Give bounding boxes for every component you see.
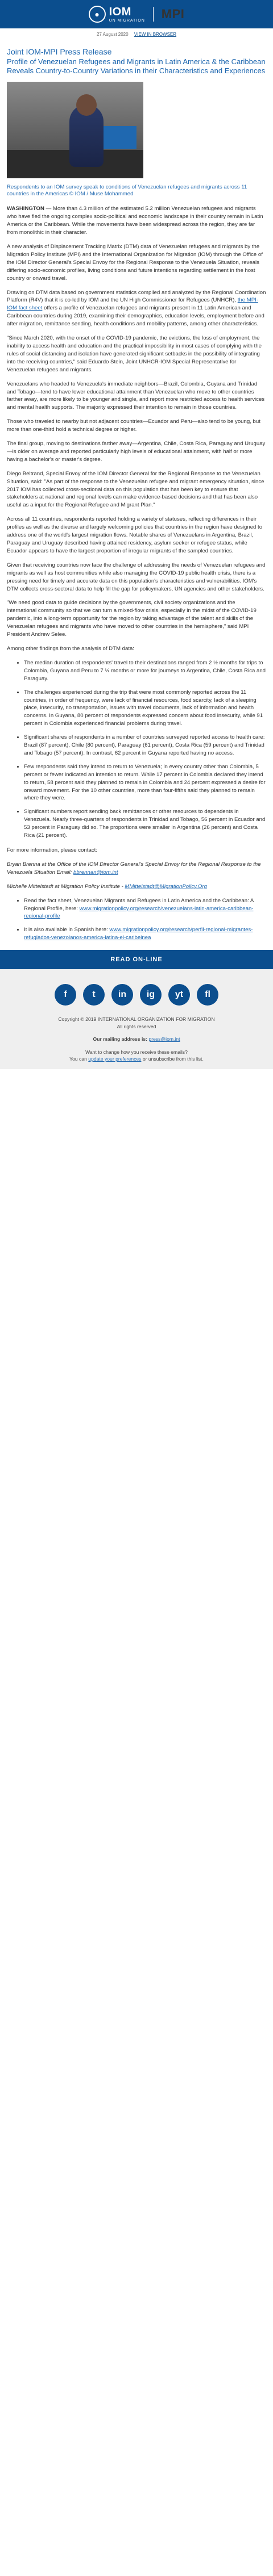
dateline (0, 28, 273, 39)
linkedin-icon[interactable]: in (111, 984, 133, 1006)
paragraph-4: "Since March 2020, with the onset of the COVID-19 pandemic, the evictions, the loss of employment, the inability to access health and education and the practical impossibility in most cases of complying with the rules of social distancing and isolation have generated significant setbacks in the possibility of integrating into the receiving countries," said Eduardo Stein, Joint UNHCR-IOM Special Representative for Venezuelan refugees and migrants. (7, 335, 262, 373)
mailing-label: Our mailing address is: (93, 1036, 149, 1042)
iom-logo (89, 6, 145, 23)
rights-text: All rights reserved (117, 1023, 156, 1029)
facebook-icon[interactable]: f (55, 984, 76, 1006)
youtube-icon[interactable]: yt (168, 984, 190, 1006)
findings-item: • Few respondents said they intend to return to Venezuela; in every country other than Colombia, 5 percent or fewer indicated an intention to return. While 17 percent in Colombia declared they intend to return, 58 percent said they planned to remain in Colombia and 24 percent expressed a desire for onward movement. For the 10 other countries, more than four-fifths said they planned to remain where they were. (24, 763, 266, 803)
update-prefs-line (0, 1055, 273, 1062)
findings-item: • Significant shares of respondents in a number of countries surveyed reported access to health care: Brazil (87 percent), Chile (80 percent), Paraguay (61 percent), Costa Rica (59 percent) and Trinidad and Tobago (57 percent). In contrast, 62 percent in Guyana reported having no access. (24, 734, 266, 757)
article-kicker: Joint IOM-MPI Press Release (7, 47, 112, 56)
dateline-city: WASHINGTON (7, 206, 44, 212)
view-in-browser-link[interactable]: VIEW IN BROWSER (134, 32, 177, 37)
contact-1-email-link[interactable]: bbrennan@iom.int (73, 869, 118, 876)
contact-2 (7, 883, 266, 891)
findings-item: • Significant numbers report sending back remittances or other resources to dependents in Venezuela. Nearly three-quarters of respondents in Trinidad and Tobago, 56 percent in Ecuador and 53 percent in Paraguay did so. The proportions were smaller in Argentina (26 percent) and Costa Rica (21 percent). (24, 808, 266, 840)
iom-logo-text: IOM (109, 5, 131, 18)
copyright-text: Copyright © 2019 INTERNATIONAL ORGANIZATION FOR MIGRATION (58, 1016, 215, 1023)
un-emblem-icon: ● (89, 6, 106, 23)
fact-sheet-spanish-link[interactable]: www.migrationpolicy.org/research/perfil-regional-migrantes-refugiados-venezolanos-america-latina-el-caribeinea (24, 927, 253, 941)
iom-logo-subtext: UN MIGRATION (109, 18, 145, 23)
findings-list (7, 659, 266, 840)
twitter-icon[interactable]: t (83, 984, 105, 1006)
paragraph-6: Those who traveled to nearby but not adjacent countries—Ecuador and Peru—also tend to be young, but more than one-third hold a technical degree or higher. (7, 418, 260, 433)
resource-item (24, 926, 266, 942)
resource-item-text: It is also available in Spanish here: (24, 927, 110, 933)
paragraph-11: "We need good data to guide decisions by the governments, civil society organizations and the international community so that we can turn a mixed-flow crisis, especially in the midst of the COVID-19 pandemic, into a long-term opportunity for the region by taking advantage of the talent and skills of the Venezuelan refugees and migrants who have moved to other countries in the hemisphere," said MPI President Andrew Selee. (7, 600, 257, 638)
article-photo (7, 82, 143, 178)
paragraph-3-text-b: offers a profile of Venezuelan refugees and migrants present in 11 Latin American and Caribbean countries during 2019, examining their demographics, education levels, employment before and after migration, remittance sending, health conditions and mobility patterns, among other characteristics. (7, 305, 264, 328)
paragraph-7: The final group, moving to destinations farther away—Argentina, Chile, Costa Rica, Paraguay and Uruguay—is older on average and reported particularly high levels of educational attainment, with half or more having a bachelor's or master's degree. (7, 441, 266, 463)
unsubscribe-text: or unsubscribe from this list. (141, 1055, 204, 1062)
paragraph-10: Given that receiving countries now face the challenge of addressing the needs of Venezuelan refugees and migrants as well as host communities while also managing the COVID-19 public health crisis, there is a pressing need for timely and accurate data on this population's characteristics and vulnerabilities. IOM's DTM collects cross-sectoral data to help fill the gap for policymakers, UN agencies and other stakeholders. (7, 562, 266, 592)
fact-sheet-link[interactable]: the MPI-IOM fact sheet (7, 297, 258, 312)
photo-sign (104, 126, 136, 149)
paragraph-5: Venezuelans who headed to Venezuela's immediate neighbors—Brazil, Colombia, Guyana and Trinidad and Tobago—tend to have lower educational attainment than Venezuelan who move to other countries farther away, are more likely to be younger and single, and report more restricted access to health services and mental health supports. The majority expressed their intention to remain in those countries. (7, 380, 265, 411)
article-title: Profile of Venezuelan Refugees and Migrants in Latin America & the Caribbean Reveals Country-to-Country Variations in their Characteristics and Experiences (7, 57, 266, 76)
release-date: 27 August 2020 (96, 32, 129, 37)
mailing-email-link[interactable]: press@iom.int (148, 1036, 180, 1042)
article-content (0, 47, 273, 942)
contact-2-email-link[interactable]: MMittelstadt@MigrationPolicy.Org (125, 883, 207, 890)
paragraph-3 (7, 289, 266, 329)
resource-list (7, 897, 266, 943)
mpi-logo: MPI (161, 7, 185, 21)
flickr-icon[interactable]: fl (197, 984, 218, 1006)
paragraph-12: Among other findings from the analysis of DTM data: (7, 645, 134, 652)
resource-item-text: Read the fact sheet, Venezuelan Migrants and Refugees in Latin America and the Caribbean: A Regional Profile, here: (24, 897, 254, 912)
lead-text: — More than 4.3 million of the estimated 5.2 million Venezuelan refugees and migrants who have fled the ongoing complex socio-political and economic landscape in their country remain in Latin America or the Caribbean. While the movements have been widespread across the region, they are far from monolithic in their character. (7, 206, 263, 236)
fact-sheet-english-link[interactable]: www.migrationpolicy.org/research/venezuelans-latin-america-caribbean-regional-profile (24, 905, 254, 920)
resource-item (24, 897, 266, 921)
paragraph-8: Diego Beltrand, Special Envoy of the IOM Director General for the Regional Response to the Venezuelan Situation, said: "As part of the response to the Venezuelan refugee and migrant emergency situation, since 2017 IOM has collected cross-sectional data on this population that has been key to ensure that stakeholders at national and regional levels can make evidence-based decisions and that has been also useful as a input for the Regional Refugee and Migrant Plan." (7, 470, 264, 509)
contact-1-text: Bryan Brenna at the Office of the IOM Director General's Special Envoy for the Regional Response to the Venezuela Situation Email: (7, 861, 261, 876)
contact-2-text: Michelle Mittelstadt at Migration Policy Institute - (7, 883, 125, 890)
read-online-button[interactable]: READ ON-LINE (0, 950, 273, 969)
instagram-icon[interactable]: ig (140, 984, 162, 1006)
photo-person-head (76, 94, 97, 116)
change-prefs-text: Want to change how you receive these emails? (85, 1049, 188, 1055)
mailing-address (0, 1036, 273, 1042)
paragraph-9: Across all 11 countries, respondents reported holding a variety of statuses, reflecting differences in their profiles as well as the diverse and largely welcoming policies that countries in the region have designed to address one of the world's largest migration flows. Notable shares of Venezuelans in Argentina, Brazil, Paraguay and Uruguay described having attained residency, asylum seeker or refugee status, while Ecuador appears to have the largest proportion of irregular migrants of the sampled countries. (7, 516, 263, 554)
findings-item: • The challenges experienced during the trip that were most commonly reported across the 11 countries, in order of frequency, were lack of financial resources, food scarcity, lack of a sleeping place, insecurity, no transportation, issues with travel documents, lack of information and health concerns. In Guyana, 80 percent of respondents expressed concern about food insecurity, while 91 percent in Colombia experienced financial problems during travel. (24, 689, 266, 728)
email-header (0, 0, 273, 28)
logo-divider (153, 7, 154, 22)
social-links (0, 984, 273, 1006)
contact-1 (7, 861, 266, 877)
email-footer (0, 969, 273, 1069)
paragraph-2: A new analysis of Displacement Tracking Matrix (DTM) data of Venezuelan refugees and migrants by the Migration Policy Institute (MPI) and the International Organization for Migration (IOM) through the Office of the IOM Director General's Special Envoy for the Regional Response to the Venezuela Situation, reveals differing socio-economic profiles, living conditions and future intentions regarding settlement in the host country or onward travel. (7, 244, 263, 282)
you-can-text: You can (69, 1055, 89, 1062)
update-preferences-link[interactable]: update your preferences (88, 1055, 142, 1062)
lead-paragraph (7, 205, 266, 237)
photo-caption: Respondents to an IOM survey speak to conditions of Venezuelan refugees and migrants across 11 countries in the Americas © IOM / Muse Mohammed (7, 183, 247, 198)
contact-heading: For more information, please contact: (7, 847, 97, 853)
paragraph-3-text-a: Drawing on DTM data based on government statistics compiled and analyzed by the Regional Coordination Platform (R4V) that it is co-led by IOM and the UN High Commissioner for Refugees (UNHCR), (7, 289, 266, 304)
findings-item: • The median duration of respondents' travel to their destinations ranged from 2 ½ months for trips to Colombia, Guyana and Peru to 7 ½ months or more for journeys to Argentina, Chile, Costa Rica and Paraguay. (24, 659, 266, 683)
